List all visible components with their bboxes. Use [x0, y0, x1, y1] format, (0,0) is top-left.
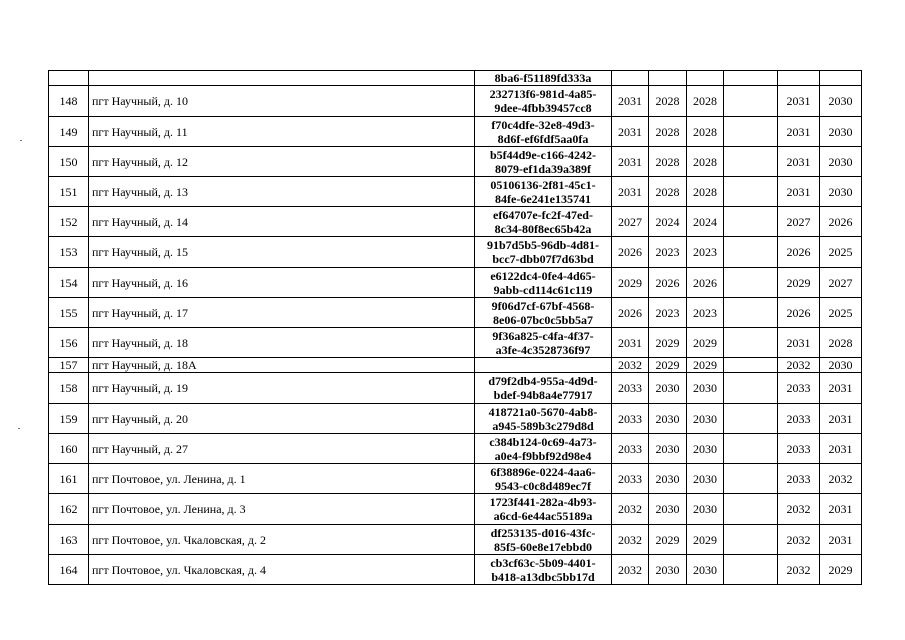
- guid-line: 9f06d7cf-67bf-4568-: [491, 298, 595, 313]
- table-row: [49, 237, 862, 268]
- year-cell-1: 2032: [612, 494, 649, 525]
- year-cell-1: 2033: [612, 434, 649, 464]
- housing-registry-table: [48, 70, 862, 585]
- guid-line: 9abb-cd114c61c119: [493, 282, 593, 297]
- building-guid: [475, 464, 612, 494]
- row-number: 154: [49, 268, 89, 298]
- year-cell-6: 2030: [820, 117, 862, 147]
- row-number: 161: [49, 464, 89, 494]
- year-cell-3: 2029: [687, 328, 724, 358]
- year-cell-3: 2030: [687, 373, 724, 404]
- guid-line: bdef-94b8a4e77917: [493, 388, 593, 402]
- year-cell-4: [724, 328, 778, 358]
- guid-line: 05106136-2f81-45c1-: [490, 177, 596, 192]
- building-address: пгт Почтовое, ул. Чкаловская, д. 2: [89, 525, 475, 555]
- year-cell-1: 2032: [612, 525, 649, 555]
- year-cell-2: 2028: [649, 147, 687, 177]
- row-number: 159: [49, 404, 89, 434]
- year-cell-1: 2033: [612, 373, 649, 404]
- table-row: [49, 117, 862, 147]
- year-cell-5: 2032: [778, 358, 820, 373]
- table-row: [49, 434, 862, 464]
- year-cell-5: 2031: [778, 147, 820, 177]
- year-cell-4: [724, 555, 778, 585]
- year-cell-6: 2025: [820, 298, 862, 328]
- table-body: [49, 71, 862, 585]
- guid-line: f70c4dfe-32e8-49d3-: [491, 117, 595, 132]
- building-guid: [475, 434, 612, 464]
- year-cell-5: 2031: [778, 86, 820, 117]
- building-guid: [475, 207, 612, 237]
- building-guid: [475, 358, 612, 373]
- building-address: пгт Научный, д. 18: [89, 328, 475, 358]
- row-number: 151: [49, 177, 89, 207]
- year-cell-1: 2031: [612, 177, 649, 207]
- year-cell-2: 2026: [649, 268, 687, 298]
- year-cell-5: 2033: [778, 434, 820, 464]
- year-cell-5: 2033: [778, 404, 820, 434]
- year-cell-4: [724, 71, 778, 86]
- row-number: 150: [49, 147, 89, 177]
- year-cell-2: [649, 71, 687, 86]
- year-cell-1: 2032: [612, 555, 649, 585]
- year-cell-1: 2032: [612, 358, 649, 373]
- year-cell-4: [724, 117, 778, 147]
- year-cell-6: 2025: [820, 237, 862, 268]
- year-cell-2: 2023: [649, 237, 687, 268]
- year-cell-6: 2032: [820, 464, 862, 494]
- guid-line: a6cd-6e44ac55189a: [493, 509, 593, 523]
- year-cell-2: 2023: [649, 298, 687, 328]
- row-number: 162: [49, 494, 89, 525]
- year-cell-1: 2027: [612, 207, 649, 237]
- row-number: 152: [49, 207, 89, 237]
- row-number: 156: [49, 328, 89, 358]
- guid-line: 8e06-07bc0c5bb5a7: [493, 312, 593, 327]
- guid-line: b418-a13dbc5bb17d: [491, 569, 595, 584]
- year-cell-4: [724, 494, 778, 525]
- guid-line: df253135-d016-43fc-: [490, 525, 596, 540]
- guid-line: 85f5-60e8e17ebbd0: [494, 539, 592, 554]
- year-cell-2: 2030: [649, 555, 687, 585]
- year-cell-4: [724, 373, 778, 404]
- table-row: [49, 358, 862, 373]
- guid-line: 9dee-4fbb39457cc8: [494, 101, 592, 115]
- table-row: [49, 86, 862, 117]
- year-cell-4: [724, 177, 778, 207]
- year-cell-3: 2030: [687, 555, 724, 585]
- year-cell-3: 2029: [687, 358, 724, 373]
- year-cell-3: 2028: [687, 177, 724, 207]
- scan-speck: [20, 140, 22, 141]
- building-address: пгт Научный, д. 10: [89, 86, 475, 117]
- table-row: [49, 494, 862, 525]
- table-row: [49, 555, 862, 585]
- building-address: пгт Научный, д. 13: [89, 177, 475, 207]
- building-address: пгт Научный, д. 14: [89, 207, 475, 237]
- year-cell-4: [724, 434, 778, 464]
- guid-line: 1723f441-282a-4b93-: [489, 495, 597, 509]
- year-cell-6: 2030: [820, 147, 862, 177]
- building-address: пгт Научный, д. 16: [89, 268, 475, 298]
- building-guid: [475, 494, 612, 525]
- year-cell-2: 2030: [649, 404, 687, 434]
- table-row: [49, 268, 862, 298]
- guid-line: 91b7d5b5-96db-4d81-: [486, 238, 600, 252]
- year-cell-4: [724, 464, 778, 494]
- guid-line: d79f2db4-955a-4d9d-: [488, 374, 598, 388]
- guid-line: 8d6f-ef6fdf5aa0fa: [497, 131, 589, 146]
- row-number: 160: [49, 434, 89, 464]
- year-cell-6: 2031: [820, 494, 862, 525]
- year-cell-3: 2029: [687, 525, 724, 555]
- building-address: пгт Научный, д. 11: [89, 117, 475, 147]
- year-cell-1: 2026: [612, 298, 649, 328]
- guid-line: ef64707e-fc2f-47ed-: [493, 207, 593, 222]
- year-cell-4: [724, 86, 778, 117]
- row-number: 157: [49, 358, 89, 373]
- guid-line: 9543-c0c8d489ec7f: [495, 478, 591, 493]
- building-guid: [475, 268, 612, 298]
- year-cell-2: 2030: [649, 464, 687, 494]
- guid-line: c384b124-0c69-4a73-: [489, 434, 597, 449]
- year-cell-1: 2033: [612, 404, 649, 434]
- building-address: пгт Научный, д. 17: [89, 298, 475, 328]
- table-row: [49, 177, 862, 207]
- building-address: пгт Почтовое, ул. Ленина, д. 1: [89, 464, 475, 494]
- year-cell-6: 2028: [820, 328, 862, 358]
- year-cell-2: 2029: [649, 358, 687, 373]
- scan-speck: [18, 428, 20, 429]
- year-cell-3: [687, 71, 724, 86]
- guid-line: 6f38896e-0224-4aa6-: [490, 464, 596, 479]
- year-cell-4: [724, 147, 778, 177]
- year-cell-5: 2033: [778, 373, 820, 404]
- guid-line: bcc7-dbb07f7d63bd: [492, 252, 594, 266]
- row-number: 155: [49, 298, 89, 328]
- year-cell-4: [724, 268, 778, 298]
- building-guid: [475, 373, 612, 404]
- building-address: пгт Почтовое, ул. Ленина, д. 3: [89, 494, 475, 525]
- year-cell-5: 2029: [778, 268, 820, 298]
- year-cell-5: 2033: [778, 464, 820, 494]
- year-cell-3: 2026: [687, 268, 724, 298]
- year-cell-5: 2031: [778, 177, 820, 207]
- building-address: пгт Научный, д. 20: [89, 404, 475, 434]
- year-cell-3: 2030: [687, 464, 724, 494]
- guid-line: 8c34-80f8ec65b42a: [494, 221, 592, 236]
- guid-line: 84fe-6e241e135741: [495, 191, 591, 206]
- year-cell-2: 2028: [649, 117, 687, 147]
- year-cell-3: 2030: [687, 434, 724, 464]
- building-address: пгт Научный, д. 15: [89, 237, 475, 268]
- guid-line: a3fe-4c3528736f97: [495, 342, 591, 357]
- year-cell-6: 2031: [820, 525, 862, 555]
- row-number: 153: [49, 237, 89, 268]
- table-row: [49, 373, 862, 404]
- building-address: пгт Научный, д. 12: [89, 147, 475, 177]
- year-cell-4: [724, 358, 778, 373]
- building-address: [89, 71, 475, 86]
- guid-line: e6122dc4-0fe4-4d65-: [490, 268, 596, 283]
- row-number: 149: [49, 117, 89, 147]
- guid-line: a0e4-f9bbf92d98e4: [494, 448, 592, 463]
- building-address: пгт Научный, д. 19: [89, 373, 475, 404]
- table-row: [49, 147, 862, 177]
- building-guid: [475, 71, 612, 86]
- year-cell-6: 2031: [820, 434, 862, 464]
- guid-line: cb3cf63c-5b09-4401-: [490, 555, 596, 570]
- year-cell-6: [820, 71, 862, 86]
- year-cell-5: 2031: [778, 117, 820, 147]
- year-cell-3: 2023: [687, 237, 724, 268]
- row-number: [49, 71, 89, 86]
- year-cell-2: 2024: [649, 207, 687, 237]
- building-guid: [475, 177, 612, 207]
- year-cell-4: [724, 237, 778, 268]
- year-cell-1: 2029: [612, 268, 649, 298]
- building-guid: [475, 404, 612, 434]
- table-row: [49, 207, 862, 237]
- year-cell-3: 2024: [687, 207, 724, 237]
- year-cell-5: 2032: [778, 494, 820, 525]
- year-cell-2: 2030: [649, 373, 687, 404]
- year-cell-3: 2028: [687, 117, 724, 147]
- year-cell-5: [778, 71, 820, 86]
- year-cell-3: 2028: [687, 86, 724, 117]
- year-cell-1: 2031: [612, 147, 649, 177]
- year-cell-6: 2030: [820, 177, 862, 207]
- year-cell-5: 2027: [778, 207, 820, 237]
- building-address: пгт Почтовое, ул. Чкаловская, д. 4: [89, 555, 475, 585]
- guid-line: 418721a0-5670-4ab8-: [488, 404, 598, 419]
- year-cell-1: 2026: [612, 237, 649, 268]
- building-guid: [475, 525, 612, 555]
- year-cell-2: 2029: [649, 525, 687, 555]
- building-guid: [475, 147, 612, 177]
- year-cell-2: 2030: [649, 494, 687, 525]
- year-cell-6: 2031: [820, 373, 862, 404]
- year-cell-4: [724, 525, 778, 555]
- building-guid: [475, 237, 612, 268]
- year-cell-1: [612, 71, 649, 86]
- guid-line: 8ba6-f51189fd333a: [494, 71, 592, 85]
- year-cell-1: 2033: [612, 464, 649, 494]
- table-row: [49, 404, 862, 434]
- year-cell-4: [724, 404, 778, 434]
- year-cell-3: 2030: [687, 494, 724, 525]
- year-cell-2: 2030: [649, 434, 687, 464]
- row-number: 158: [49, 373, 89, 404]
- year-cell-5: 2026: [778, 237, 820, 268]
- guid-line: a945-589b3c279d8d: [492, 418, 594, 433]
- year-cell-3: 2028: [687, 147, 724, 177]
- year-cell-2: 2029: [649, 328, 687, 358]
- year-cell-5: 2026: [778, 298, 820, 328]
- year-cell-1: 2031: [612, 86, 649, 117]
- table-row: [49, 525, 862, 555]
- year-cell-5: 2032: [778, 525, 820, 555]
- guid-line: 232713f6-981d-4a85-: [489, 87, 597, 101]
- building-guid: [475, 555, 612, 585]
- year-cell-2: 2028: [649, 86, 687, 117]
- building-address: пгт Научный, д. 27: [89, 434, 475, 464]
- building-guid: [475, 117, 612, 147]
- year-cell-4: [724, 207, 778, 237]
- row-number: 163: [49, 525, 89, 555]
- table-row: [49, 71, 862, 86]
- year-cell-5: 2032: [778, 555, 820, 585]
- building-guid: [475, 86, 612, 117]
- year-cell-6: 2026: [820, 207, 862, 237]
- row-number: 164: [49, 555, 89, 585]
- guid-line: 8079-ef1da39a389f: [495, 161, 591, 176]
- guid-line: b5f44d9e-c166-4242-: [490, 147, 596, 162]
- guid-line: 9f36a825-c4fa-4f37-: [492, 328, 594, 343]
- year-cell-1: 2031: [612, 117, 649, 147]
- building-address: пгт Научный, д. 18А: [89, 358, 475, 373]
- year-cell-6: 2027: [820, 268, 862, 298]
- year-cell-6: 2030: [820, 86, 862, 117]
- table-row: [49, 464, 862, 494]
- year-cell-2: 2028: [649, 177, 687, 207]
- year-cell-4: [724, 298, 778, 328]
- table-row: [49, 328, 862, 358]
- year-cell-3: 2030: [687, 404, 724, 434]
- row-number: 148: [49, 86, 89, 117]
- year-cell-3: 2023: [687, 298, 724, 328]
- year-cell-1: 2031: [612, 328, 649, 358]
- table-row: [49, 298, 862, 328]
- year-cell-6: 2030: [820, 358, 862, 373]
- year-cell-5: 2031: [778, 328, 820, 358]
- year-cell-6: 2031: [820, 404, 862, 434]
- year-cell-6: 2029: [820, 555, 862, 585]
- building-guid: [475, 328, 612, 358]
- building-guid: [475, 298, 612, 328]
